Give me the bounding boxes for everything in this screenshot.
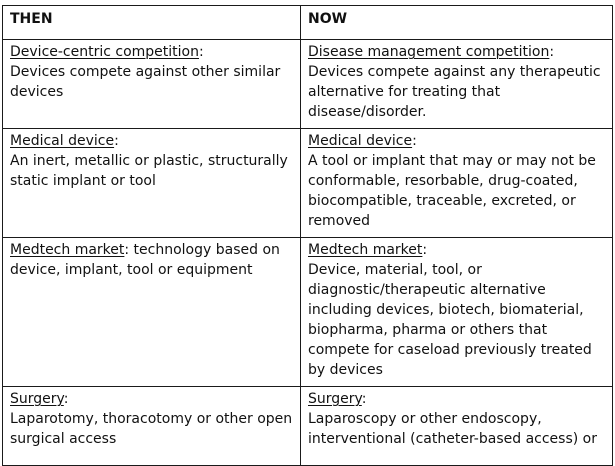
cell-text: Laparoscopy or other endoscopy, interventional (catheter-based access) or — [308, 411, 597, 447]
comparison-table-container — [2, 5, 612, 466]
cell-text: Devices compete against other similar devices — [10, 64, 281, 100]
cell-text: Laparotomy, thoracotomy or other open surgical access — [10, 411, 293, 447]
cell-heading: Medical device — [308, 133, 413, 149]
cell-now-medical-device — [301, 129, 613, 238]
table-row — [3, 387, 613, 466]
cell-heading-sep: : — [412, 133, 417, 149]
header-row — [3, 6, 613, 40]
table-row — [3, 40, 613, 129]
cell-heading: Surgery — [308, 391, 362, 407]
cell-heading: Device-centric competition — [10, 44, 199, 60]
cell-then-surgery — [3, 387, 301, 466]
cell-heading-sep: : — [361, 391, 367, 407]
cell-inline-text: : technology based on device, implant, tool or equipment — [10, 242, 280, 278]
cell-heading-sep: : — [199, 44, 204, 60]
cell-heading: Medtech market — [308, 242, 423, 258]
table-row — [3, 238, 613, 387]
cell-now-surgery — [301, 387, 613, 466]
table-row — [3, 129, 613, 238]
cell-now-competition — [301, 40, 613, 129]
cell-heading-sep: : — [63, 391, 69, 407]
header-now: NOW — [301, 6, 613, 40]
then-now-comparison-table — [2, 5, 613, 466]
cell-then-medtech-market — [3, 238, 301, 387]
cell-heading: Disease management competition — [308, 44, 550, 60]
cell-now-medtech-market — [301, 238, 613, 387]
cell-text: A tool or implant that may or may not be conformable, resorbable, drug-coated, biocompatible, traceable, excreted, or removed — [308, 153, 596, 229]
cell-text: Device, material, tool, or diagnostic/therapeutic alternative including devices, biotech, biomaterial, biopharma, pharma or others that compete for caseload previously treated by devices — [308, 262, 592, 378]
cell-heading-sep: : — [422, 242, 428, 258]
cell-then-medical-device — [3, 129, 301, 238]
header-then: THEN — [3, 6, 301, 40]
cell-heading: Surgery — [10, 391, 64, 407]
cell-heading-sep: : — [549, 44, 555, 60]
cell-text: An inert, metallic or plastic, structurally static implant or tool — [10, 153, 288, 189]
cell-heading: Medical device — [10, 133, 115, 149]
cell-heading-sep: : — [114, 133, 119, 149]
cell-heading: Medtech market — [10, 242, 125, 258]
cell-text: Devices compete against any therapeutic alternative for treating that disease/disorder. — [308, 64, 601, 120]
cell-then-competition — [3, 40, 301, 129]
